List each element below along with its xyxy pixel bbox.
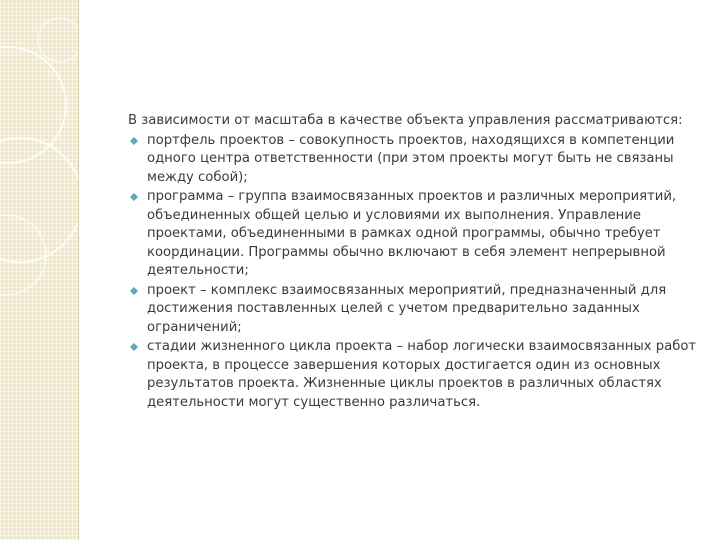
diamond-bullet-icon [130,287,138,295]
list-item-text: проект – комплекс взаимосвязанных мероприятий, предназначенный для достижения поставленных целей с учетом предварительно заданных ограничений; [147,282,667,335]
list-item-text: стадии жизненного цикла проекта – набор логически взаимосвязанных работ проекта, в процессе завершения которых достигается один из основных результатов проекта. Жизненные циклы проектов в различных областях деятельности могут существенно различаться. [147,339,697,410]
list-item [128,188,700,281]
list-item-text: программа – группа взаимосвязанных проектов и различных мероприятий, объединенных общей целью и условиями их выполнения. Управление проектами, объединенными в рамках одной программы, обычно требует координации. Программы обычно включают в себя элемент непрерывной деятельности; [147,189,677,278]
list-item [128,282,700,338]
diamond-bullet-icon [130,137,138,145]
diamond-bullet-icon [130,193,138,201]
bullet-list [128,132,700,413]
diamond-bullet-icon [130,343,138,351]
slide-content [128,112,700,413]
list-item [128,132,700,188]
panel-divider [78,0,79,540]
intro-text: В зависимости от масштаба в качестве объекта управления рассматриваются: [128,113,683,128]
list-item-text: портфель проектов – совокупность проектов, находящихся в компетенции одного центра ответственности (при этом проекты могут быть не связаны между собой); [147,132,675,185]
side-decoration-panel [0,0,78,540]
list-item [128,338,700,412]
decorative-swirl-icon [0,0,78,540]
